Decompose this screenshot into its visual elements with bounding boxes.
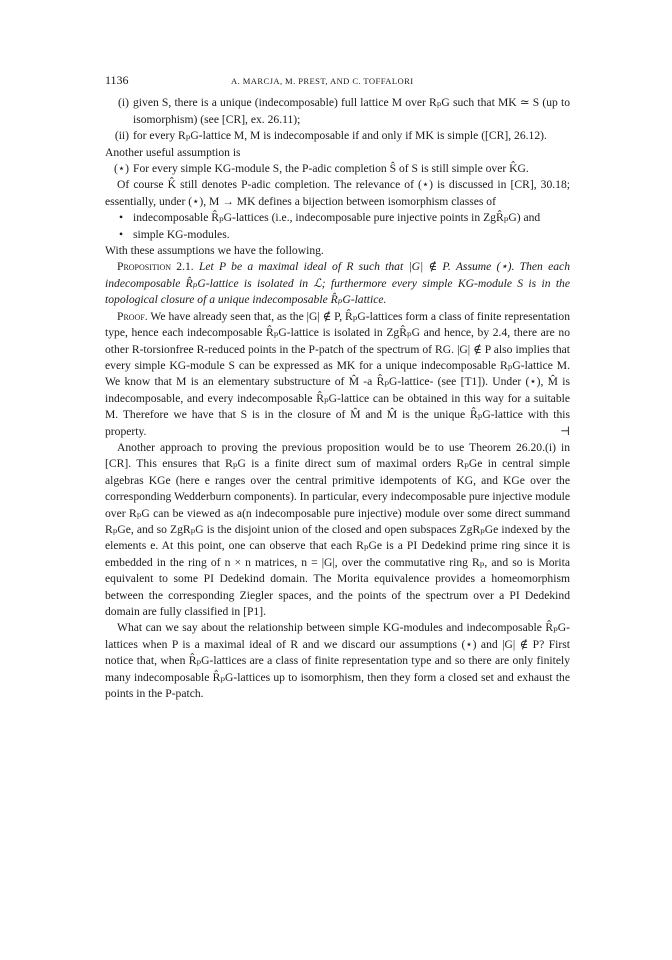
page — [105, 72, 570, 702]
proposition-head: Proposition 2.1. — [117, 260, 194, 274]
page-header — [105, 72, 570, 89]
item-text: for every RₚG-lattice M, M is indecomposable if and only if MK is simple ([CR], 26.12). — [133, 129, 547, 143]
item-label: (i) — [118, 96, 129, 110]
qed-symbol: ⊣ — [560, 424, 570, 438]
proof-head: Proof. — [117, 309, 148, 323]
assumption-item — [105, 161, 570, 177]
proposition — [105, 259, 570, 308]
bullet-icon: • — [119, 211, 124, 225]
proposition-text: Let P be a maximal ideal of R such that |G| ∉ P. Assume (⋆). Then each indecomposable R̂ₚG-lattice is isolated in ℒ; furthermore every simple KG-module S is in the topological closure of a unique indecomposable R̂ₚG-lattice. — [105, 260, 571, 307]
item-label: (ii) — [114, 129, 129, 143]
assumption-label: (⋆) — [114, 162, 129, 176]
assumption-intro: Another useful assumption is — [105, 145, 241, 159]
bullet-text: simple KG-modules. — [133, 227, 230, 241]
bullet-item — [119, 210, 570, 226]
bullet-item — [119, 227, 570, 243]
paragraph-another-approach: Another approach to proving the previous proposition would be to use Theorem 26.20.(i) in [CR]. This ensures that RₚG is a finite direct sum of maximal orders RₚGe in central simple algebras KGe (here e ranges over the central primitive idempotents of KG, and KGe over the corresponding Wedderburn components). In particular, every indecomposable pure injective module over RₚG can be viewed as a(n indecomposable pure injective) module over some direct summand RₚGe, and so ZgRₚG is the disjoint union of the closed and open subspaces ZgRₚGe indexed by the elements e. At this point, one can observe that each RₚGe is a PI Dedekind prime ring since it is embedded in the ring of n × n matrices, n = |G|, over the commutative ring Rₚ, and so is Morita equivalent to some PI Dedekind domain. The Morita equivalence provides a homeomorphism between the corresponding Ziegler spaces, and the points of the spectrum over a PI Dedekind domain are fully classified in [P1]. — [105, 440, 570, 618]
paragraph-what-can-we-say: What can we say about the relationship between simple KG-modules and indecomposable R̂ₚG-lattices when P is a maximal ideal of R and we discard our assumptions (⋆) and |G| ∉ P? First notice that, when R̂ₚG-lattices are a class of finite representation type and so there are only finitely many indecomposable R̂ₚG-lattices up to isomorphism, then they form a closed set and exhaust the points in the P-patch. — [105, 621, 570, 701]
item-text: given S, there is a unique (indecomposable) full lattice M over RₚG such that MK ≃ S (up to isomorphism) (see [CR], ex. 26.11); — [133, 96, 570, 126]
list-item — [105, 95, 570, 128]
list-item — [105, 128, 570, 144]
proof — [105, 309, 570, 440]
bullet-icon: • — [119, 227, 124, 241]
running-head: A. MARCJA, M. PREST, AND C. TOFFALORI — [231, 76, 414, 86]
paragraph-course: Of course K̂ still denotes P-adic completion. The relevance of (⋆) is discussed in [CR], 30.18; essentially, under (⋆), M → MK defines a bijection between isomorphism classes of — [105, 178, 570, 208]
proof-text: We have already seen that, as the |G| ∉ P, R̂ₚG-lattices form a class of finite representation type, hence each indecomposable R̂ₚG-lattice is isolated in ZgR̂ₚG and hence, by 2.4, there are no other R-torsionfree R-reduced points in the P-patch of the spectrum of RG. |G| ∉ P also implies that every simple KG-module S can be expressed as MK for a unique indecomposable RₚG-lattice M. We know that M is an elementary substructure of M̂ -a R̂ₚG-lattice- (see [T1]). Under (⋆), M̂ is indecomposable, and every indecomposable R̂ₚG-lattice can be obtained in this way for a suitable M. Therefore we have that S is in the closure of M̂ and M̂ is the unique R̂ₚG-lattice with this property. — [105, 309, 570, 438]
with-assumptions: With these assumptions we have the following. — [105, 244, 324, 258]
page-number: 1136 — [105, 73, 129, 87]
bullet-text: indecomposable R̂ₚG-lattices (i.e., indecomposable pure injective points in ZgR̂ₚG) and — [133, 211, 541, 225]
assumption-text: For every simple KG-module S, the P-adic completion Ŝ of S is still simple over K̂G. — [133, 162, 529, 176]
